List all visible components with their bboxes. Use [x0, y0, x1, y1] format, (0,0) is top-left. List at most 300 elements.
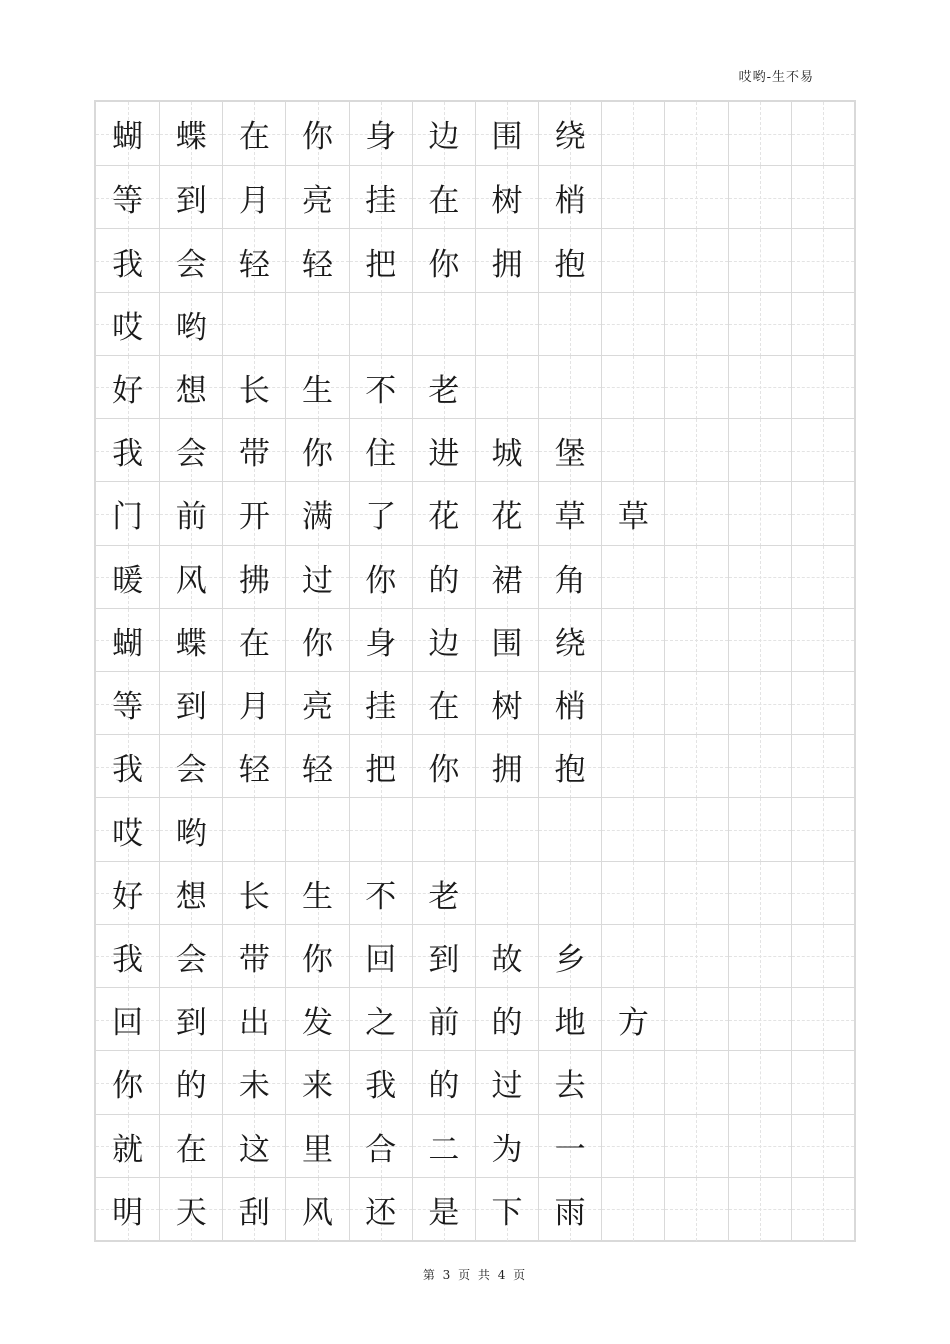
character: 蝴 — [112, 119, 144, 156]
grid-cell — [791, 735, 854, 798]
character: 里 — [302, 1131, 334, 1168]
grid-cell — [601, 1051, 664, 1114]
grid-cell — [475, 798, 538, 861]
character: 雨 — [554, 1194, 586, 1231]
grid-cell — [412, 102, 475, 165]
character: 在 — [428, 689, 460, 726]
grid-cell — [349, 1178, 412, 1241]
character: 哟 — [175, 815, 207, 852]
grid-cell — [475, 1178, 538, 1241]
grid-cell — [601, 546, 664, 609]
page-header-title: 哎哟-生不易 — [738, 70, 814, 85]
grid-cell — [159, 419, 222, 482]
character: 拥 — [491, 752, 523, 789]
grid-cell — [349, 735, 412, 798]
character: 花 — [428, 499, 460, 536]
character: 轻 — [238, 246, 270, 283]
character: 门 — [112, 499, 144, 536]
grid-cell — [285, 862, 348, 925]
grid-cell — [728, 546, 791, 609]
character: 轻 — [302, 246, 334, 283]
grid-cell — [791, 988, 854, 1051]
character: 一 — [554, 1131, 586, 1168]
grid-cell — [538, 356, 601, 419]
grid-cell — [159, 229, 222, 292]
grid-row — [96, 924, 854, 988]
grid-cell — [159, 1178, 222, 1241]
grid-cell — [664, 229, 727, 292]
grid-cell — [222, 672, 285, 735]
grid-cell — [791, 672, 854, 735]
character: 到 — [428, 941, 460, 978]
grid-cell — [349, 988, 412, 1051]
character: 会 — [175, 436, 207, 473]
character: 梢 — [554, 183, 586, 220]
grid-cell — [159, 862, 222, 925]
grid-cell — [285, 609, 348, 672]
grid-cell — [475, 672, 538, 735]
character: 方 — [617, 1005, 649, 1042]
grid-cell — [791, 1115, 854, 1178]
grid-cell — [285, 419, 348, 482]
grid-cell — [349, 166, 412, 229]
grid-cell — [728, 735, 791, 798]
grid-cell — [728, 356, 791, 419]
grid-cell — [285, 1178, 348, 1241]
grid-cell — [791, 166, 854, 229]
grid-row — [96, 608, 854, 672]
character: 你 — [302, 941, 334, 978]
grid-cell — [601, 482, 664, 545]
grid-cell — [222, 735, 285, 798]
character: 哎 — [112, 309, 144, 346]
grid-cell — [664, 672, 727, 735]
grid-cell — [96, 672, 159, 735]
grid-cell — [222, 166, 285, 229]
grid-cell — [664, 293, 727, 356]
grid-cell — [601, 1178, 664, 1241]
character: 是 — [428, 1194, 460, 1231]
character: 生 — [302, 372, 334, 409]
character: 我 — [112, 941, 144, 978]
grid-cell — [601, 735, 664, 798]
grid-cell — [285, 1051, 348, 1114]
grid-cell — [728, 482, 791, 545]
grid-cell — [96, 1051, 159, 1114]
grid-cell — [475, 988, 538, 1051]
grid-cell — [475, 1115, 538, 1178]
grid-cell — [728, 102, 791, 165]
grid-cell — [159, 798, 222, 861]
grid-cell — [728, 166, 791, 229]
grid-cell — [538, 293, 601, 356]
grid-row — [96, 797, 854, 861]
grid-cell — [475, 482, 538, 545]
grid-cell — [285, 1115, 348, 1178]
grid-cell — [159, 166, 222, 229]
character: 我 — [112, 436, 144, 473]
grid-cell — [728, 862, 791, 925]
grid-cell — [728, 1115, 791, 1178]
character: 风 — [175, 562, 207, 599]
grid-cell — [285, 229, 348, 292]
character: 想 — [175, 878, 207, 915]
character: 天 — [175, 1194, 207, 1231]
grid-cell — [601, 1115, 664, 1178]
character: 身 — [365, 625, 397, 662]
character: 乡 — [554, 941, 586, 978]
character: 回 — [112, 1005, 144, 1042]
grid-cell — [285, 482, 348, 545]
character: 你 — [302, 625, 334, 662]
grid-cell — [475, 419, 538, 482]
grid-cell — [222, 1115, 285, 1178]
grid-row — [96, 671, 854, 735]
grid-cell — [159, 102, 222, 165]
grid-cell — [349, 293, 412, 356]
grid-cell — [664, 925, 727, 988]
character: 挂 — [365, 183, 397, 220]
character: 你 — [112, 1068, 144, 1105]
grid-cell — [538, 988, 601, 1051]
character: 满 — [302, 499, 334, 536]
character: 老 — [428, 372, 460, 409]
grid-cell — [285, 546, 348, 609]
character: 轻 — [302, 752, 334, 789]
grid-cell — [412, 862, 475, 925]
grid-cell — [728, 419, 791, 482]
grid-cell — [96, 862, 159, 925]
grid-row — [96, 481, 854, 545]
grid-cell — [601, 862, 664, 925]
grid-row — [96, 1050, 854, 1114]
grid-cell — [791, 1051, 854, 1114]
grid-cell — [664, 609, 727, 672]
grid-cell — [664, 1178, 727, 1241]
character: 蝴 — [112, 625, 144, 662]
grid-cell — [96, 925, 159, 988]
character: 你 — [302, 119, 334, 156]
character: 发 — [302, 1005, 334, 1042]
character: 等 — [112, 689, 144, 726]
character: 前 — [175, 499, 207, 536]
grid-cell — [349, 798, 412, 861]
character: 前 — [428, 1005, 460, 1042]
character: 过 — [302, 562, 334, 599]
character: 不 — [365, 372, 397, 409]
character: 到 — [175, 183, 207, 220]
grid-cell — [159, 988, 222, 1051]
grid-cell — [159, 482, 222, 545]
grid-cell — [412, 798, 475, 861]
writing-grid — [94, 100, 856, 1242]
grid-cell — [349, 672, 412, 735]
grid-cell — [728, 1051, 791, 1114]
grid-cell — [412, 482, 475, 545]
grid-cell — [222, 925, 285, 988]
grid-cell — [601, 166, 664, 229]
grid-cell — [222, 419, 285, 482]
grid-cell — [222, 229, 285, 292]
character: 你 — [428, 246, 460, 283]
grid-cell — [412, 609, 475, 672]
character: 之 — [365, 1005, 397, 1042]
character: 好 — [112, 372, 144, 409]
grid-cell — [728, 672, 791, 735]
grid-cell — [728, 609, 791, 672]
grid-cell — [791, 229, 854, 292]
character: 围 — [491, 119, 523, 156]
grid-cell — [601, 672, 664, 735]
character: 带 — [238, 436, 270, 473]
grid-cell — [664, 798, 727, 861]
character: 拂 — [238, 562, 270, 599]
grid-cell — [412, 925, 475, 988]
grid-cell — [222, 1051, 285, 1114]
character: 明 — [112, 1194, 144, 1231]
grid-cell — [96, 798, 159, 861]
grid-cell — [412, 419, 475, 482]
character: 到 — [175, 1005, 207, 1042]
character: 开 — [238, 499, 270, 536]
grid-cell — [96, 102, 159, 165]
grid-cell — [538, 1115, 601, 1178]
grid-cell — [349, 102, 412, 165]
grid-cell — [285, 672, 348, 735]
grid-cell — [96, 546, 159, 609]
grid-cell — [222, 988, 285, 1051]
grid-cell — [285, 102, 348, 165]
character: 在 — [238, 625, 270, 662]
grid-cell — [96, 1115, 159, 1178]
character: 了 — [365, 499, 397, 536]
grid-cell — [664, 988, 727, 1051]
character: 就 — [112, 1131, 144, 1168]
grid-cell — [159, 356, 222, 419]
grid-cell — [791, 798, 854, 861]
character: 的 — [428, 1068, 460, 1105]
grid-cell — [159, 1115, 222, 1178]
character: 来 — [302, 1068, 334, 1105]
grid-cell — [412, 672, 475, 735]
character: 生 — [302, 878, 334, 915]
grid-cell — [96, 166, 159, 229]
grid-cell — [538, 482, 601, 545]
grid-cell — [412, 356, 475, 419]
grid-cell — [222, 609, 285, 672]
character: 下 — [491, 1194, 523, 1231]
character: 草 — [617, 499, 649, 536]
grid-cell — [538, 166, 601, 229]
grid-cell — [222, 862, 285, 925]
character: 在 — [428, 183, 460, 220]
grid-cell — [538, 672, 601, 735]
grid-cell — [285, 166, 348, 229]
grid-cell — [412, 1178, 475, 1241]
grid-cell — [96, 735, 159, 798]
grid-cell — [601, 925, 664, 988]
character: 在 — [175, 1131, 207, 1168]
character: 的 — [491, 1005, 523, 1042]
character: 进 — [428, 436, 460, 473]
character: 长 — [238, 878, 270, 915]
grid-cell — [601, 229, 664, 292]
character: 花 — [491, 499, 523, 536]
grid-row — [96, 1177, 854, 1241]
character: 绕 — [554, 625, 586, 662]
grid-cell — [96, 419, 159, 482]
character: 堡 — [554, 436, 586, 473]
character: 的 — [175, 1068, 207, 1105]
grid-row — [96, 987, 854, 1051]
grid-cell — [159, 546, 222, 609]
grid-cell — [601, 356, 664, 419]
grid-row — [96, 545, 854, 609]
character: 挂 — [365, 689, 397, 726]
grid-cell — [664, 482, 727, 545]
grid-cell — [349, 862, 412, 925]
grid-cell — [791, 862, 854, 925]
grid-cell — [412, 166, 475, 229]
grid-cell — [349, 609, 412, 672]
grid-cell — [538, 102, 601, 165]
grid-cell — [159, 672, 222, 735]
character: 未 — [238, 1068, 270, 1105]
grid-cell — [601, 419, 664, 482]
grid-cell — [222, 482, 285, 545]
character: 去 — [554, 1068, 586, 1105]
grid-cell — [664, 102, 727, 165]
character: 二 — [428, 1131, 460, 1168]
character: 想 — [175, 372, 207, 409]
character: 到 — [175, 689, 207, 726]
grid-cell — [349, 482, 412, 545]
character: 老 — [428, 878, 460, 915]
grid-cell — [222, 356, 285, 419]
grid-cell — [222, 546, 285, 609]
character: 抱 — [554, 752, 586, 789]
grid-cell — [159, 293, 222, 356]
character: 角 — [554, 562, 586, 599]
grid-cell — [159, 735, 222, 798]
grid-cell — [791, 293, 854, 356]
grid-cell — [791, 1178, 854, 1241]
character: 合 — [365, 1131, 397, 1168]
character: 把 — [365, 752, 397, 789]
character: 绕 — [554, 119, 586, 156]
grid-cell — [285, 735, 348, 798]
character: 带 — [238, 941, 270, 978]
character: 边 — [428, 625, 460, 662]
character: 树 — [491, 689, 523, 726]
grid-cell — [601, 102, 664, 165]
grid-cell — [664, 735, 727, 798]
grid-cell — [412, 735, 475, 798]
grid-cell — [728, 1178, 791, 1241]
character: 把 — [365, 246, 397, 283]
grid-cell — [349, 229, 412, 292]
page-number: 第 3 页 共 4 页 — [422, 1268, 528, 1282]
grid-cell — [601, 609, 664, 672]
grid-cell — [475, 102, 538, 165]
grid-cell — [159, 1051, 222, 1114]
grid-cell — [791, 546, 854, 609]
character: 月 — [238, 689, 270, 726]
grid-cell — [285, 988, 348, 1051]
character: 你 — [428, 752, 460, 789]
character: 哎 — [112, 815, 144, 852]
character: 故 — [491, 941, 523, 978]
grid-row — [96, 228, 854, 292]
grid-cell — [222, 1178, 285, 1241]
grid-cell — [285, 356, 348, 419]
character: 你 — [365, 562, 397, 599]
character: 我 — [112, 752, 144, 789]
character: 刮 — [238, 1194, 270, 1231]
grid-cell — [538, 609, 601, 672]
grid-cell — [601, 988, 664, 1051]
character: 草 — [554, 499, 586, 536]
grid-cell — [412, 546, 475, 609]
grid-cell — [791, 419, 854, 482]
grid-cell — [222, 102, 285, 165]
character: 蝶 — [175, 625, 207, 662]
grid-cell — [412, 229, 475, 292]
grid-cell — [601, 293, 664, 356]
grid-cell — [475, 735, 538, 798]
grid-cell — [96, 356, 159, 419]
grid-cell — [664, 419, 727, 482]
character: 过 — [491, 1068, 523, 1105]
grid-cell — [475, 1051, 538, 1114]
grid-cell — [664, 1115, 727, 1178]
grid-cell — [349, 546, 412, 609]
character: 好 — [112, 878, 144, 915]
character: 树 — [491, 183, 523, 220]
grid-row — [96, 292, 854, 356]
grid-cell — [728, 798, 791, 861]
grid-cell — [475, 862, 538, 925]
grid-cell — [285, 293, 348, 356]
grid-cell — [412, 988, 475, 1051]
grid-cell — [475, 356, 538, 419]
character: 轻 — [238, 752, 270, 789]
character: 围 — [491, 625, 523, 662]
grid-cell — [791, 482, 854, 545]
grid-row — [96, 418, 854, 482]
grid-cell — [349, 925, 412, 988]
character: 梢 — [554, 689, 586, 726]
grid-cell — [728, 988, 791, 1051]
grid-cell — [538, 798, 601, 861]
grid-cell — [349, 1051, 412, 1114]
character: 地 — [554, 1005, 586, 1042]
grid-cell — [159, 609, 222, 672]
character: 的 — [428, 562, 460, 599]
grid-cell — [728, 293, 791, 356]
grid-cell — [475, 229, 538, 292]
character: 暖 — [112, 562, 144, 599]
grid-cell — [538, 1178, 601, 1241]
grid-cell — [538, 229, 601, 292]
grid-cell — [475, 546, 538, 609]
character: 会 — [175, 246, 207, 283]
grid-cell — [475, 166, 538, 229]
grid-cell — [349, 419, 412, 482]
character: 你 — [302, 436, 334, 473]
grid-cell — [222, 798, 285, 861]
character: 这 — [238, 1131, 270, 1168]
